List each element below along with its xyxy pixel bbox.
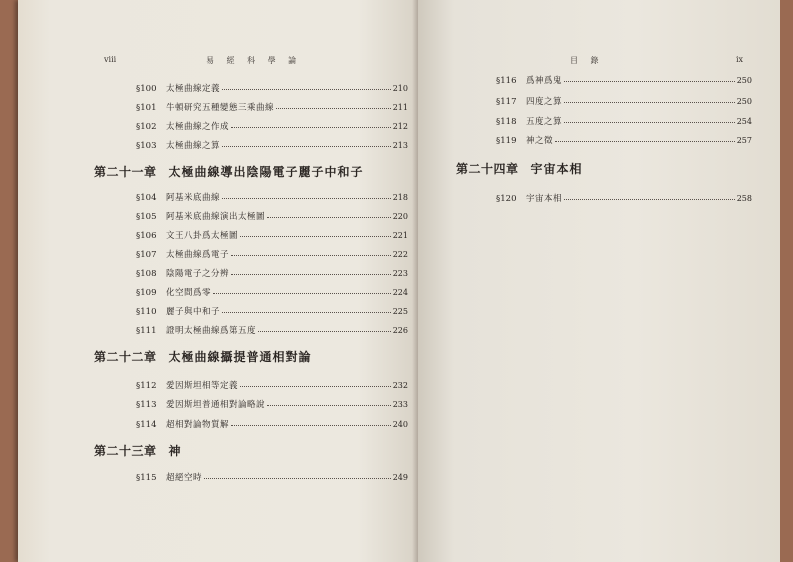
section-title: 陰陽電子之分辨 — [166, 269, 230, 279]
section-title: 證明太極曲線爲第五度 — [166, 326, 257, 336]
section-number: §113 — [136, 400, 157, 410]
toc-entry — [136, 120, 408, 132]
section-title: 神之徵 — [526, 136, 554, 146]
leader-dots — [240, 386, 391, 387]
section-page: 224 — [392, 288, 408, 297]
section-title: 四度之算 — [526, 97, 563, 107]
section-title: 宇宙本相 — [526, 194, 563, 204]
toc-entry — [496, 134, 752, 146]
chapter-number: 第二十二章 — [94, 350, 157, 364]
chapter-title: 太極曲線導出陰陽電子麗子中和子 — [168, 165, 364, 179]
leader-dots — [267, 405, 391, 406]
section-number: §102 — [136, 122, 157, 132]
chapter-title: 太極曲線攝提普通相對論 — [168, 350, 312, 364]
leader-dots — [231, 425, 391, 426]
toc-entry — [136, 418, 408, 430]
chapter-title: 神 — [168, 444, 182, 458]
section-title: 化空間爲零 — [166, 288, 212, 298]
toc-entry — [496, 74, 752, 86]
section-page: 233 — [392, 400, 408, 409]
section-page: 211 — [392, 103, 408, 112]
toc-entry — [136, 248, 408, 260]
section-page: 212 — [392, 122, 408, 131]
right-page-number: ix — [736, 55, 744, 64]
leader-dots — [564, 81, 735, 82]
leader-dots — [231, 255, 391, 256]
section-number: §100 — [136, 84, 157, 94]
leader-dots — [204, 478, 391, 479]
section-title: 麗子與中和子 — [166, 307, 221, 317]
toc-entry — [136, 101, 408, 113]
section-number: §107 — [136, 250, 157, 260]
chapter-number: 第二十四章 — [456, 162, 519, 176]
section-title: 阿基米底曲線演出太極圖 — [166, 212, 266, 222]
toc-entry — [136, 324, 408, 336]
section-number: §115 — [136, 473, 157, 483]
toc-entry — [136, 229, 408, 241]
section-number: §120 — [496, 194, 517, 204]
section-title: 牛頓研究五種變態三乘曲線 — [166, 103, 275, 113]
section-number: §119 — [496, 136, 517, 146]
leader-dots — [267, 217, 391, 218]
section-title: 愛因斯坦普通相對論略說 — [166, 400, 266, 410]
left-running-head: 易 經 科 學 論 — [206, 56, 302, 65]
chapter-heading — [94, 442, 182, 459]
section-number: §117 — [496, 97, 517, 107]
leader-dots — [222, 198, 391, 199]
right-page — [418, 0, 780, 562]
section-number: §103 — [136, 141, 157, 151]
chapter-heading — [456, 160, 583, 177]
section-number: §101 — [136, 103, 157, 113]
toc-entry — [136, 305, 408, 317]
leader-dots — [222, 146, 391, 147]
section-number: §106 — [136, 231, 157, 241]
left-page-number: viii — [104, 55, 117, 64]
toc-entry — [496, 95, 752, 107]
section-page: 226 — [392, 326, 408, 335]
section-title: 太極曲線定義 — [166, 84, 221, 94]
toc-entry — [136, 139, 408, 151]
section-page: 250 — [736, 76, 752, 85]
section-page: 232 — [392, 381, 408, 390]
leader-dots — [222, 312, 391, 313]
section-page: 213 — [392, 141, 408, 150]
section-page: 222 — [392, 250, 408, 259]
leader-dots — [276, 108, 391, 109]
section-title: 太極曲線之作成 — [166, 122, 230, 132]
leader-dots — [231, 274, 391, 275]
section-title: 太極曲線之算 — [166, 141, 221, 151]
right-running-head: 目 錄 — [570, 56, 604, 65]
leader-dots — [555, 141, 735, 142]
toc-entry — [496, 192, 752, 204]
section-page: 221 — [392, 231, 408, 240]
section-page: 225 — [392, 307, 408, 316]
section-page: 218 — [392, 193, 408, 202]
section-number: §108 — [136, 269, 157, 279]
toc-entry — [136, 82, 408, 94]
section-number: §105 — [136, 212, 157, 222]
leader-dots — [231, 127, 391, 128]
section-number: §104 — [136, 193, 157, 203]
toc-entry — [136, 379, 408, 391]
section-page: 223 — [392, 269, 408, 278]
section-page: 220 — [392, 212, 408, 221]
leader-dots — [564, 102, 735, 103]
section-number: §116 — [496, 76, 517, 86]
section-title: 超絕空時 — [166, 473, 203, 483]
section-page: 250 — [736, 97, 752, 106]
section-page: 254 — [736, 117, 752, 126]
chapter-heading — [94, 163, 364, 180]
leader-dots — [240, 236, 391, 237]
leader-dots — [258, 331, 391, 332]
section-title: 五度之算 — [526, 117, 563, 127]
toc-entry — [496, 115, 752, 127]
left-page — [18, 0, 418, 562]
leader-dots — [564, 122, 735, 123]
toc-entry — [136, 191, 408, 203]
toc-entry — [136, 398, 408, 410]
section-page: 258 — [736, 194, 752, 203]
chapter-title: 宇宙本相 — [530, 162, 583, 176]
leader-dots — [564, 199, 735, 200]
chapter-heading — [94, 348, 312, 365]
section-title: 太極曲線爲電子 — [166, 250, 230, 260]
section-number: §112 — [136, 381, 157, 391]
section-page: 257 — [736, 136, 752, 145]
toc-entry — [136, 210, 408, 222]
section-page: 210 — [392, 84, 408, 93]
section-title: 阿基米底曲線 — [166, 193, 221, 203]
section-number: §110 — [136, 307, 157, 317]
section-number: §111 — [136, 326, 157, 336]
section-title: 愛因斯坦相等定義 — [166, 381, 239, 391]
section-title: 文王八卦爲太極圖 — [166, 231, 239, 241]
chapter-number: 第二十一章 — [94, 165, 157, 179]
toc-entry — [136, 286, 408, 298]
leader-dots — [213, 293, 391, 294]
section-page: 249 — [392, 473, 408, 482]
section-title: 超相對論物質解 — [166, 420, 230, 430]
section-page: 240 — [392, 420, 408, 429]
section-number: §114 — [136, 420, 157, 430]
section-title: 爲神爲鬼 — [526, 76, 563, 86]
toc-entry — [136, 267, 408, 279]
chapter-number: 第二十三章 — [94, 444, 157, 458]
section-number: §118 — [496, 117, 517, 127]
leader-dots — [222, 89, 391, 90]
section-number: §109 — [136, 288, 157, 298]
toc-entry — [136, 471, 408, 483]
